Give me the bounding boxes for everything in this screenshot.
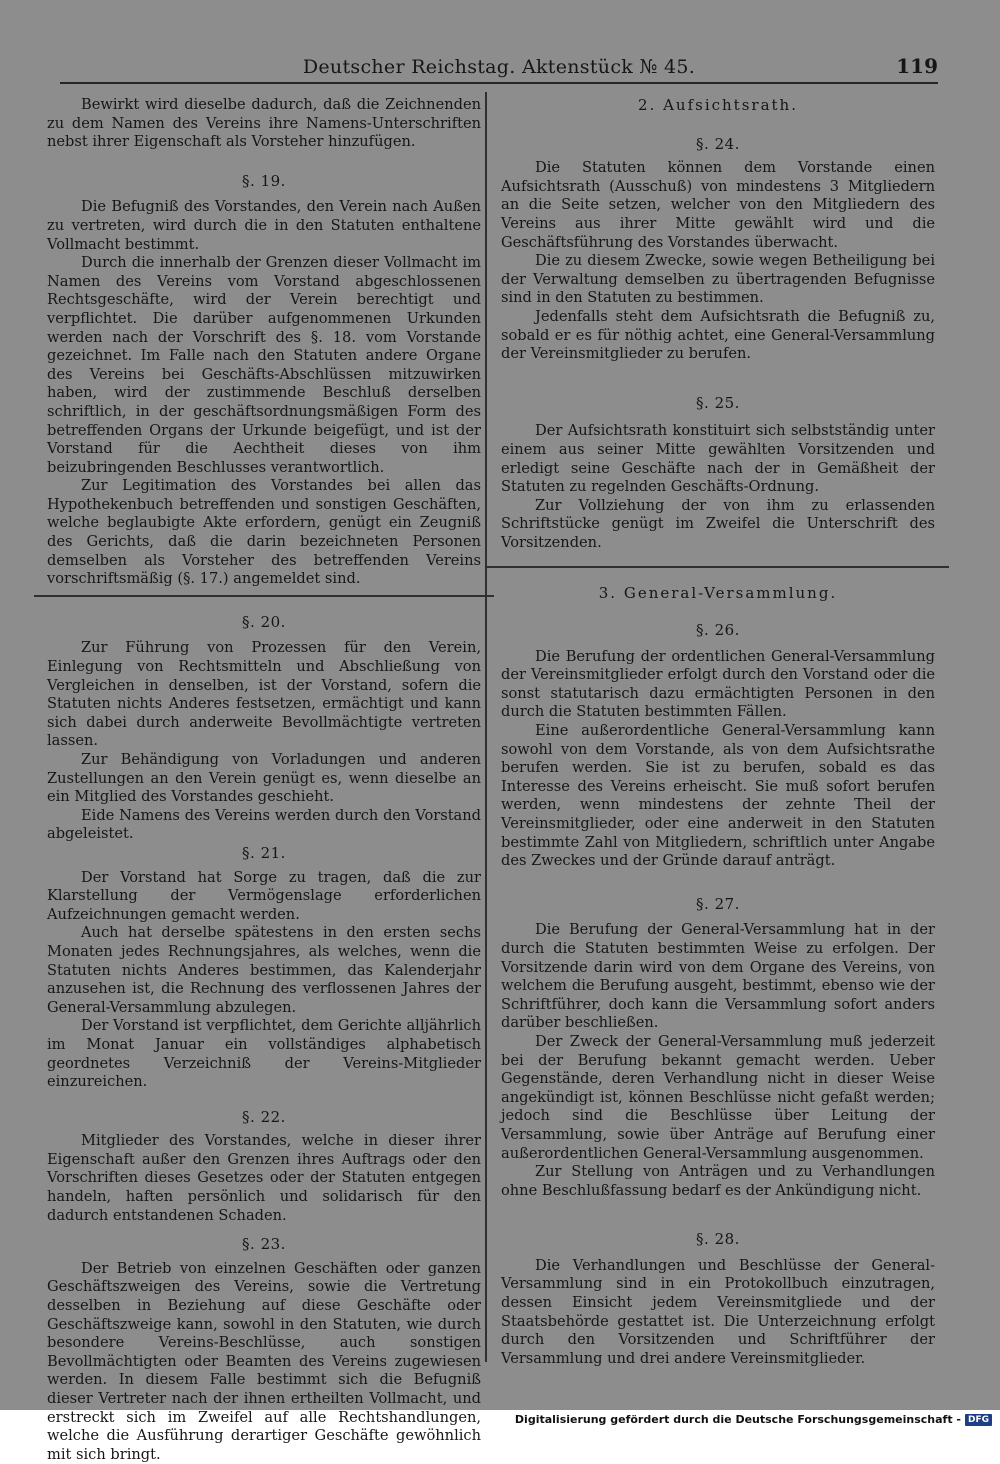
section-heading: §. 28. [696, 1230, 740, 1249]
paragraph: Der Betrieb von einzelnen Geschäften oder ganzen Geschäftszweigen des Vereins, sowie die Vertretung desselben in Beziehung auf diese Geschäfte oder Geschäftszweige kann, sowohl in den Statuten, wie durch besondere Vereins-Beschlüsse, auch sonstigen Bevollmächtigten oder Beamten des Vereins zugewiesen werden. In diesem Falle bestimmt sich die Befugniß dieser Vertreter nach der ihnen ertheilten Vollmacht, und erstreckt sich im Zweifel auf alle Rechtshandlungen, welche die Ausführung derartiger Geschäfte gewöhnlich mit sich bringt. [47, 1259, 481, 1463]
left-column [47, 96, 481, 1464]
section-heading: §. 27. [696, 894, 740, 913]
column-divider [485, 92, 487, 1362]
paragraph: Auch hat derselbe spätestens in den ersten sechs Monaten jedes Rechnungsjahres, als welches, wenn die Statuten nichts Anderes bestimmen, das Kalenderjahr anzusehen ist, die Rechnung des verflossenen Jahres der General-Versammlung abzulegen. [47, 924, 481, 1016]
paragraph: Zur Vollziehung der von ihm zu erlassenden Schriftstücke genügt im Zweifel die Unterschrift des Vorsitzenden. [501, 496, 935, 551]
right-column [501, 96, 935, 1368]
paragraph: Mitglieder des Vorstandes, welche in dieser ihrer Eigenschaft außer den Grenzen ihres Auftrags oder den Vorschriften dieses Gesetzes oder der Statuten entgegen handeln, haften persönlich und solidarisch für den dadurch entstandenen Schaden. [47, 1132, 481, 1224]
paragraph: Eine außerordentliche General-Versammlung kann sowohl von dem Vorstande, als von dem Aufsichtsrathe berufen werden. Sie ist zu berufen, sobald es das Interesse des Vereins erheischt. Sie muß sofort berufen werden, wenn mindestens der zehnte Theil der Vereinsmitglieder, oder eine anderweit in den Statuten bestimmte Zahl von Mitgliedern, schriftlich unter Angabe des Zweckes und der Gründe darauf anträgt. [501, 722, 935, 870]
section-heading: §. 25. [696, 393, 740, 412]
paragraph: Die Statuten können dem Vorstande einen Aufsichtsrath (Ausschuß) von mindestens 3 Mitgliedern an die Seite setzen, welcher von den Mitgliedern des Vereins aus ihrer Mitte gewählt wird und die Geschäftsführung des Vorstandes überwacht. [501, 159, 935, 251]
paragraph: Durch die innerhalb der Grenzen dieser Vollmacht im Namen des Vereins vom Vorstand abgeschlossenen Rechtsgeschäfte, wird der Verein berechtigt und verpflichtet. Die darüber aufgenommenen Urkunden werden nach der Vorschrift des §. 18. vom Vorstande gezeichnet. Im Falle nach den Statuten andere Organe des Vereins bei Geschäfts-Abschlüssen mitzuwirken haben, wird der zustimmende Beschluß derselben schriftlich, in der geschäftsordnungsmäßigen Form des betreffenden Organs der Urkunde beigefügt, und ist der Vorstand für die Aechtheit dieses von ihm beizubringenden Beschlusses verantwortlich. [47, 254, 481, 476]
paragraph: Der Aufsichtsrath konstituirt sich selbstständig unter einem aus seiner Mitte gewählten Vorsitzenden und erledigt seine Geschäfte nach der in Gemäßheit der Statuten zu regelnden Geschäfts-Ordnung. [501, 422, 935, 496]
section-heading: §. 19. [242, 171, 286, 190]
chapter-heading: 2. Aufsichtsrath. [638, 96, 798, 114]
paragraph: Jedenfalls steht dem Aufsichtsrath die Befugniß zu, sobald er es für nöthig achtet, eine General-Versammlung der Vereinsmitglieder zu berufen. [501, 307, 935, 363]
paragraph: Die Berufung der ordentlichen General-Versammlung der Vereinsmitglieder erfolgt durch den Vorstand oder die sonst statutarisch dazu ermächtigten Personen in den durch die Statuten bestimmten Fällen. [501, 647, 935, 721]
section-heading: §. 21. [242, 843, 286, 862]
paragraph: Zur Legitimation des Vorstandes bei allen das Hypothekenbuch betreffenden und sonstigen Geschäften, welche beglaubigte Akte erfordern, genügt ein Zeugniß des Gerichts, daß die darin bezeichneten Personen demselben als Vorsteher des betreffenden Vereins vorschriftsmäßig (§. 17.) angemeldet sind. [47, 477, 481, 588]
chapter-heading: 3. General-Versammlung. [598, 584, 838, 603]
section-heading: §. 23. [242, 1235, 286, 1254]
paragraph: Eide Namens des Vereins werden durch den Vorstand abgeleistet. [47, 806, 481, 843]
section-heading: §. 22. [242, 1107, 286, 1126]
page-title: Deutscher Reichstag. Aktenstück № 45. [302, 56, 696, 78]
section-rule [34, 595, 494, 597]
paragraph: Die zu diesem Zwecke, sowie wegen Betheiligung bei der Verwaltung demselben zu übertragenden Befugnisse sind in den Statuten zu bestimmen. [501, 252, 935, 307]
section-heading: §. 20. [242, 612, 286, 631]
section-heading: §. 26. [696, 621, 740, 640]
credit-text: Digitalisierung gefördert durch die Deutsche Forschungsgemeinschaft - [514, 1413, 961, 1426]
section-heading: §. 24. [696, 134, 740, 153]
paragraph: Zur Behändigung von Vorladungen und anderen Zustellungen an den Verein genügt es, wenn dieselbe an ein Mitglied des Vorstandes geschieht. [47, 751, 481, 806]
section-rule [487, 566, 949, 568]
page-header [60, 52, 938, 84]
paragraph: Die Berufung der General-Versammlung hat in der durch die Statuten bestimmten Weise zu erfolgen. Der Vorsitzende darin wird von dem Organe des Vereins, von welchem die Berufung ausgeht, bestimmt, ebenso wie der Schriftführer, doch kann die Versammlung sofort anders darüber beschließen. [501, 921, 935, 1032]
paragraph: Die Befugniß des Vorstandes, den Verein nach Außen zu vertreten, wird durch die in den Statuten enthaltene Vollmacht bestimmt. [47, 198, 481, 253]
paragraph: Zur Stellung von Anträgen und zu Verhandlungen ohne Beschlußfassung bedarf es der Ankündigung nicht. [501, 1163, 935, 1199]
paragraph: Bewirkt wird dieselbe dadurch, daß die Zeichnenden zu dem Namen des Vereins ihre Namens-Unterschriften nebst ihrer Eigenschaft als Vorsteher hinzufügen. [47, 96, 481, 151]
dfg-logo: DFG [965, 1414, 992, 1426]
paragraph: Der Vorstand hat Sorge zu tragen, daß die zur Klarstellung der Vermögenslage erforderlichen Aufzeichnungen gemacht werden. [47, 868, 481, 923]
paragraph: Der Vorstand ist verpflichtet, dem Gerichte alljährlich im Monat Januar ein vollständiges alphabetisch geordnetes Verzeichniß der Vereins-Mitglieder einzureichen. [47, 1017, 481, 1091]
paragraph: Der Zweck der General-Versammlung muß jederzeit bei der Berufung bekannt gemacht werden. Ueber Gegenstände, deren Verhandlung nicht in dieser Weise angekündigt ist, können Beschlüsse nicht gefaßt werden; jedoch sind die Beschlüsse über Leitung der Versammlung, sowie über Anträge auf Berufung einer außerordentlichen General-Versammlung ausgenommen. [501, 1032, 935, 1162]
paragraph: Die Verhandlungen und Beschlüsse der General-Versammlung sind in ein Protokollbuch einzutragen, dessen Einsicht jedem Vereinsmitgliede und der Staatsbehörde gestattet ist. Die Unterzeichnung erfolgt durch den Vorsitzenden und Schriftführer der Versammlung und drei andere Vereinsmitglieder. [501, 1256, 935, 1367]
paragraph: Zur Führung von Prozessen für den Verein, Einlegung von Rechtsmitteln und Abschließung von Vergleichen in denselben, ist der Vorstand, sofern die Statuten nichts Anderes festsetzen, ermächtigt und kann sich dabei durch anderweite Bevollmächtigte vertreten lassen. [47, 639, 481, 750]
digitization-credit [515, 1413, 992, 1426]
page-number: 119 [896, 54, 938, 78]
